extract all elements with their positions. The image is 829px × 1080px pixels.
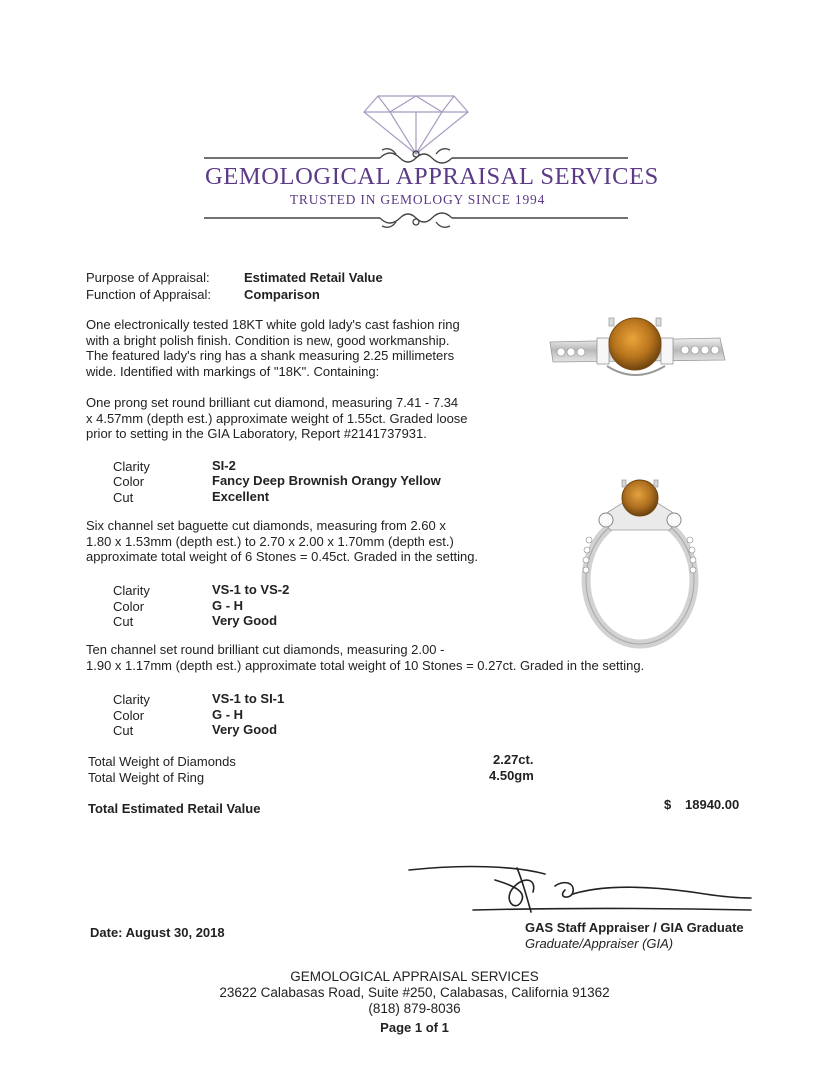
description-line: with a bright polish finish. Condition is new, good workmanship. xyxy=(86,332,450,348)
round-diamonds-description xyxy=(86,642,644,673)
grade-label-color: Color xyxy=(113,599,145,614)
round-diamonds-line: Ten channel set round brilliant cut diamonds, measuring 2.00 - xyxy=(86,642,445,657)
appraiser-signature xyxy=(405,858,755,918)
appraiser-title: GAS Staff Appraiser / GIA Graduate xyxy=(525,920,744,935)
ring-description xyxy=(86,317,460,379)
appraisal-date: Date: August 30, 2018 xyxy=(90,925,225,940)
purpose-value: Estimated Retail Value xyxy=(244,270,383,285)
grade-value-clarity: VS-1 to VS-2 xyxy=(212,582,290,597)
footer-address: 23622 Calabasas Road, Suite #250, Calabasas, California 91362 xyxy=(219,985,610,1000)
baguette-description xyxy=(86,518,478,565)
center-stone-description xyxy=(86,395,468,442)
grade-value-clarity: VS-1 to SI-1 xyxy=(212,691,285,706)
grade-label-color: Color xyxy=(113,708,145,723)
grade-label-clarity: Clarity xyxy=(113,692,150,707)
grade-value-color: Fancy Deep Brownish Orangy Yellow xyxy=(212,473,441,488)
total-diamonds-value: 2.27ct. xyxy=(493,752,534,767)
ring-front-photo xyxy=(572,468,707,650)
grade-value-cut: Excellent xyxy=(212,489,270,504)
company-tagline: TRUSTED IN GEMOLOGY SINCE 1994 xyxy=(289,192,546,207)
total-retail-currency: $ xyxy=(664,797,672,812)
function-label: Function of Appraisal: xyxy=(86,287,212,302)
grade-value-cut: Very Good xyxy=(212,613,278,628)
grade-label-cut: Cut xyxy=(113,490,134,505)
grade-value-clarity: SI-2 xyxy=(212,458,236,473)
description-line: One electronically tested 18KT white gold lady's cast fashion ring xyxy=(86,317,460,332)
center-stone-line: One prong set round brilliant cut diamond, measuring 7.41 - 7.34 xyxy=(86,395,459,410)
appraiser-subtitle: Graduate/Appraiser (GIA) xyxy=(525,936,674,951)
purpose-label: Purpose of Appraisal: xyxy=(86,270,210,285)
total-ring-value: 4.50gm xyxy=(489,768,534,783)
grade-label-clarity: Clarity xyxy=(113,583,150,598)
total-ring-label: Total Weight of Ring xyxy=(88,770,205,785)
ring-side-photo xyxy=(545,312,730,397)
grade-label-cut: Cut xyxy=(113,614,134,629)
grade-label-cut: Cut xyxy=(113,723,134,738)
grade-label-clarity: Clarity xyxy=(113,459,150,474)
baguette-line: approximate total weight of 6 Stones = 0.45ct. Graded in the setting. xyxy=(86,549,479,564)
total-retail-value: 18940.00 xyxy=(685,797,740,812)
baguette-line: 1.80 x 1.53mm (depth est.) to 2.70 x 2.00 x 1.70mm (depth est.) xyxy=(86,533,454,549)
page-number: Page 1 of 1 xyxy=(380,1020,449,1035)
grade-label-color: Color xyxy=(113,474,145,489)
grade-value-color: G - H xyxy=(212,598,244,613)
round-diamonds-line: 1.90 x 1.17mm (depth est.) approximate total weight of 10 Stones = 0.27ct. Graded in the setting. xyxy=(86,657,645,673)
footer-company: GEMOLOGICAL APPRAISAL SERVICES xyxy=(290,969,539,984)
grade-value-color: G - H xyxy=(212,707,244,722)
function-value: Comparison xyxy=(244,287,320,302)
description-line: The featured lady's ring has a shank measuring 2.25 millimeters xyxy=(86,348,455,363)
total-diamonds-label: Total Weight of Diamonds xyxy=(88,754,236,769)
grade-value-cut: Very Good xyxy=(212,722,278,737)
center-stone-line: x 4.57mm (depth est.) approximate weight of 1.55ct. Graded loose xyxy=(86,410,468,426)
description-line: wide. Identified with markings of "18K". Containing: xyxy=(86,363,380,379)
company-name: GEMOLOGICAL APPRAISAL SERVICES xyxy=(205,163,659,190)
center-stone-line: prior to setting in the GIA Laboratory, Report #2141737931. xyxy=(86,426,427,441)
total-retail-label: Total Estimated Retail Value xyxy=(88,801,261,816)
baguette-line: Six channel set baguette cut diamonds, measuring from 2.60 x xyxy=(86,518,446,533)
footer-phone: (818) 879-8036 xyxy=(368,1001,461,1016)
